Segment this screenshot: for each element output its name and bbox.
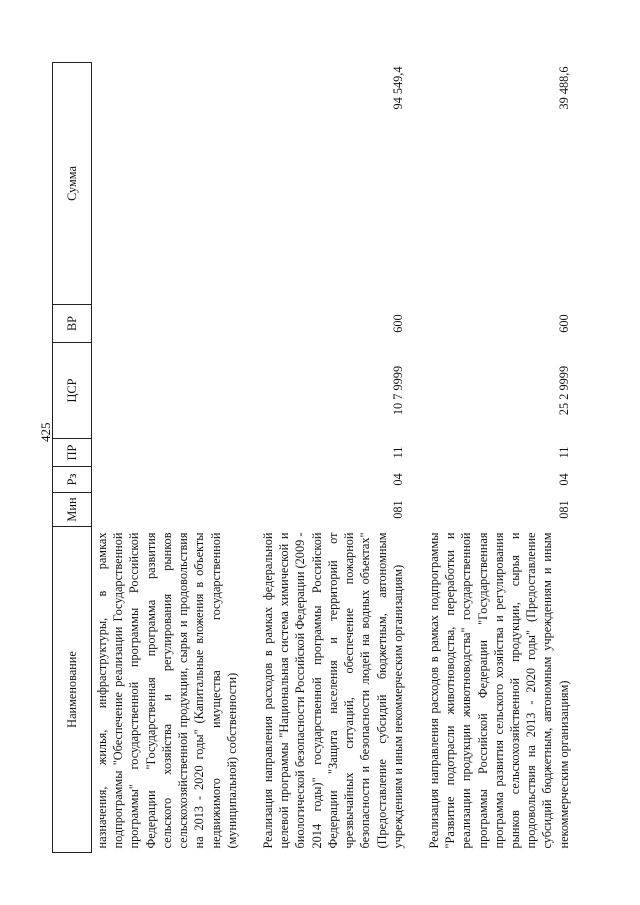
row-name: Реализация направления расходов в рамках подпрограммы "Развитие подотрасли животноводства, переработки и реализации продукции животноводства" государственной программы Российской Федерации "Государственная программа развития сельского хозяйства и регулирования рынков сельскохозяйственной продукции, сырья и продовольствия на 2013 - 2020 годы" (Предоставление субсидий бюджетным, автономным учреждениям и иным некоммерческим организациям)	[426, 532, 571, 849]
row-sum: 39 488,6	[556, 66, 571, 110]
table-header-row	[53, 63, 92, 853]
row-csr	[92, 343, 246, 439]
table-row	[412, 63, 578, 853]
row-min: 081	[556, 500, 571, 519]
header-csr: ЦСР	[53, 343, 92, 439]
budget-table	[52, 62, 578, 853]
row-sum	[92, 63, 246, 305]
row-min: 081	[390, 500, 405, 519]
row-vr: 600	[556, 314, 571, 333]
row-sum: 94 549,4	[390, 66, 405, 110]
row-rz: 04	[390, 473, 405, 486]
row-csr: 25 2 9999	[556, 365, 571, 416]
row-pr: 11	[556, 446, 571, 459]
header-sum: Сумма	[53, 63, 92, 305]
row-min	[92, 493, 246, 527]
row-rz	[92, 467, 246, 493]
header-name: Наименование	[53, 527, 92, 853]
row-rz: 04	[556, 473, 571, 486]
row-name: Реализация направления расходов в рамках федеральной целевой программы "Национальная система химической и биологической безопасности Российской Федерации (2009 - 2014 годы)" государственной программы Российской Федерации "Защита населения и территорий от чрезвычайных ситуаций, обеспечение пожарной безопасности и безопасности людей на водных объектах" (Предоставление субсидий бюджетным, автономным учреждениям и иным некоммерческим организациям)	[260, 532, 405, 849]
row-vr	[92, 305, 246, 343]
row-pr	[92, 439, 246, 467]
header-rz: Рз	[53, 467, 92, 493]
page-number: 425	[38, 422, 53, 442]
header-pr: ПР	[53, 439, 92, 467]
table-row	[92, 63, 246, 853]
row-csr: 10 7 9999	[390, 365, 405, 416]
header-vr: ВР	[53, 305, 92, 343]
table-row	[246, 63, 412, 853]
row-pr: 11	[390, 446, 405, 459]
header-min: Мин	[53, 493, 92, 527]
row-name: назначения, жилья, инфраструктуры, в рамках подпрограммы "Обеспечение реализации Государственной программы" государственной программы Российской Федерации "Государственная программа развития сельского хозяйства и регулирования рынков сельскохозяйственной продукции, сырья и продовольствия на 2013 - 2020 годы" (Капитальные вложения в объекты недвижимого имущества государственной (муниципальной) собственности)	[95, 532, 239, 849]
row-vr: 600	[390, 314, 405, 333]
